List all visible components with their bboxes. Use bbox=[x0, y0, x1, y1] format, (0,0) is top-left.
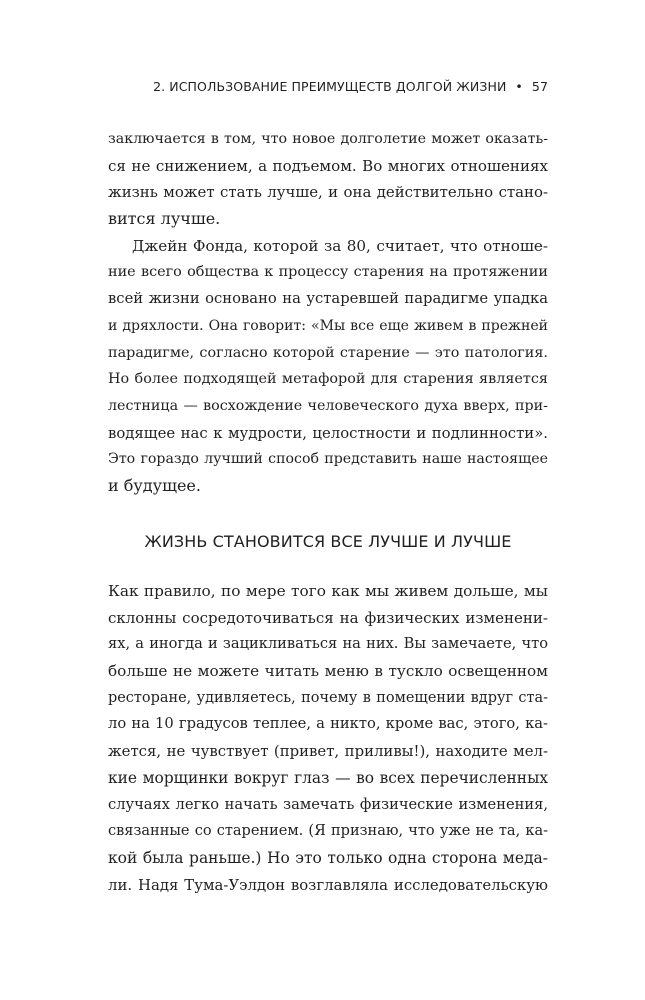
page-number: 57 bbox=[531, 79, 548, 94]
text-line: случаях легко начать замечать физические изменения, bbox=[108, 795, 548, 813]
text-line: всей жизни основано на устаревшей парадигме упадка bbox=[108, 290, 548, 308]
text-line: Это гораздо лучший способ представить наше настоящее bbox=[108, 451, 548, 468]
text-line: и дряхлости. Она говорит: «Мы все еще живем в прежней bbox=[108, 317, 548, 334]
text-line: больше не можете читать меню в тускло освещенном bbox=[108, 662, 548, 681]
text-line: связанные со старением. (Я признаю, что уже не та, ка- bbox=[108, 823, 548, 840]
paragraph-block-bottom bbox=[108, 578, 548, 898]
text-line: и будущее. bbox=[108, 475, 201, 495]
chapter-title: 2. ИСПОЛЬЗОВАНИЕ ПРЕИМУЩЕСТВ ДОЛГОЙ ЖИЗНИ bbox=[153, 79, 507, 94]
text-line: парадигме, согласно которой старение — это патология. bbox=[108, 344, 548, 361]
text-line: ресторане, удивляетесь, почему в помещении вдруг ста- bbox=[108, 689, 548, 706]
text-line: ся не снижением, а подъемом. Во многих отношениях bbox=[108, 156, 548, 175]
text-line: ло на 10 градусов теплее, а никто, кроме вас, этого, ка- bbox=[108, 715, 548, 733]
text-line: жизнь может стать лучше, и она действительно стано- bbox=[108, 183, 548, 202]
text-line: ях, а иногда и зацикливаться на них. Вы замечаете, что bbox=[108, 635, 548, 653]
text-line: вится лучше. bbox=[108, 209, 221, 229]
text-line: склонны сосредоточиваться на физических изменени- bbox=[108, 608, 548, 627]
text-line: ли. Надя Тума-Уэлдон возглавляла исследовательскую bbox=[108, 875, 548, 894]
text-line: кие морщинки вокруг глаз — во всех перечисленных bbox=[108, 768, 548, 787]
paragraph-block-top bbox=[108, 126, 548, 500]
text-line: заключается в том, что новое долголетие может оказать- bbox=[108, 131, 548, 147]
text-line: Но более подходящей метафорой для старения является bbox=[108, 371, 548, 388]
header-separator: • bbox=[515, 79, 523, 94]
text-line: жется, не чувствует (привет, приливы!), находите мел- bbox=[108, 742, 548, 761]
text-line: Как правило, по мере того как мы живем дольше, мы bbox=[108, 582, 548, 600]
text-line: лестница — восхождение человеческого духа вверх, при- bbox=[108, 397, 548, 414]
text-line: Джейн Фонда, которой за 80, считает, что отноше- bbox=[132, 236, 548, 255]
running-header bbox=[128, 76, 548, 98]
section-heading: ЖИЗНЬ СТАНОВИТСЯ ВСЕ ЛУЧШЕ И ЛУЧШЕ bbox=[144, 532, 512, 551]
text-line: ние всего общества к процессу старения на протяжении bbox=[108, 264, 548, 281]
text-line: кой была раньше.) Но это только одна сторона меда- bbox=[108, 848, 548, 867]
text-line: водящее нас к мудрости, целостности и подлинности». bbox=[108, 423, 548, 442]
